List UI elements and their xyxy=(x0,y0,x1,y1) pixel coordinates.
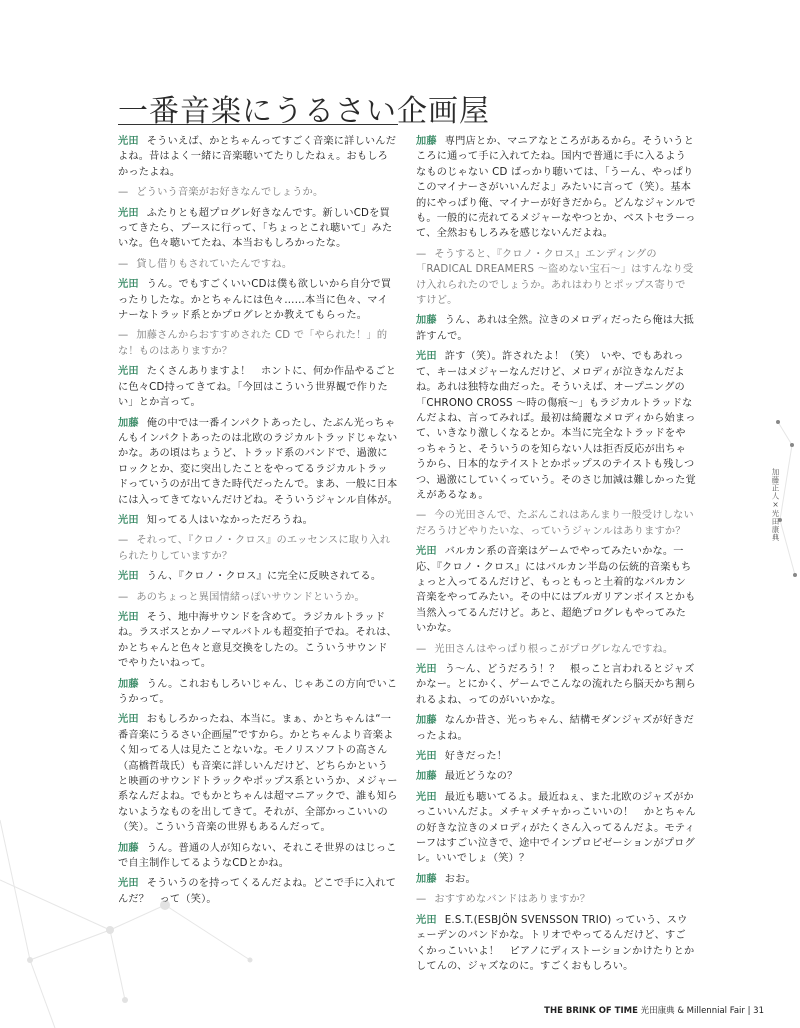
interviewer-question xyxy=(416,642,696,657)
dialogue-line xyxy=(118,134,398,180)
page-number: 31 xyxy=(753,1006,764,1016)
speaker-name: 加藤 xyxy=(416,873,437,885)
question-dash: — xyxy=(118,591,129,603)
dialogue-text: うん。でもすごくいいCDは僕も欲しいから自分で買ったりしたな。かとちゃんには色々……本当に色々、マイナーなトラッド系とかプログレとか教えてもらった。 xyxy=(118,279,392,322)
interviewer-question xyxy=(416,892,696,907)
dialogue-text: 許す（笑）。許されたよ！（笑） いや、でもあれって、キーはメジャーなんだけど、メロディが泣きなんだよね。あれは独特な曲だった。そういえば、オープニングの「CHRONO CROSS ～時の傷痕～」もラジカルトラッドなんだよね、言ってみれば。最初は綺麗なメロディから始まって、いきなり激しくなるとか。本当に完全なトラッドをやっちゃうと、そういうのを知らない人は拒否反応が出ちゃうから、日本的なテイストとかポップスのテイストも残しつつ、過激にしていくっていう。そのさじ加減は難しかった覚えがあるなぁ。 xyxy=(416,351,696,501)
speaker-name: 光田 xyxy=(118,207,139,219)
interviewer-question xyxy=(118,533,398,564)
dialogue-line xyxy=(416,713,696,744)
dialogue-line xyxy=(416,769,696,784)
dialogue-line xyxy=(416,349,696,503)
dialogue-line xyxy=(118,364,398,410)
dialogue-text: あのちょっと異国情緒っぽいサウンドというか。 xyxy=(136,591,365,603)
dialogue-line xyxy=(416,872,696,887)
question-dash: — xyxy=(118,535,129,547)
speaker-name: 光田 xyxy=(416,546,437,558)
dialogue-text: 最近どうなの？ xyxy=(444,771,518,783)
speaker-name: 光田 xyxy=(118,571,139,583)
dialogue-line xyxy=(118,277,398,323)
page-title: 一番音楽にうるさい企画屋 xyxy=(118,94,490,129)
dialogue-text: それって、『クロノ・クロス』のエッセンスに取り入れられたりしていますか？ xyxy=(118,535,391,562)
speaker-name: 光田 xyxy=(416,914,437,926)
footer-series: THE BRINK OF TIME xyxy=(544,1006,638,1016)
dialogue-text: 貸し借りもされていたんですね。 xyxy=(136,258,293,270)
question-dash: — xyxy=(416,248,427,260)
dialogue-text: バルカン系の音楽はゲームでやってみたいかな。一応、『クロノ・クロス』にはバルカン半島の伝統的音楽もちょっと入ってるんだけど、もっともっと土着的なバルカン音楽をやってみたい。その中にはブルガリアンボイスとかも当然入ってるんだけど。あと、超絶プログレもやってみたいかな。 xyxy=(416,546,696,635)
right-column xyxy=(416,134,696,979)
dialogue-text: うん。普通の人が知らない、それこそ世界のはじっこで自主制作してるようなCDとかね。 xyxy=(118,842,397,870)
dialogue-text: おもしろかったね、本当に。まぁ、かとちゃんは“一番音楽にうるさい企画屋”ですから。かとちゃんより音楽よく知ってる人は見たことないな。モノリスソフトの高さん（高橋哲哉氏）も音楽に詳しいんだけど、どちらかというと映画のサウンドトラックやポップス系というか、メジャー系なんだよね。でもかとちゃんは超マニアックで、誰も知らないようなものを出してきて。それが、全部かっこいいの（笑）。こういう音楽の世界もあるんだって。 xyxy=(118,714,398,834)
speaker-name: 光田 xyxy=(118,366,139,378)
speaker-name: 光田 xyxy=(416,351,437,363)
dialogue-text: E.S.T.(ESBJÖN SVENSSON TRIO) っていう、スウェーデンのバンドかな。トリオでやってるんだけど、すごくかっこいいよ！ ピアノにディストーションかけたりとかしてんの、ジャズなのに。すごくおもしろい。 xyxy=(416,914,695,972)
dialogue-text: うん。これおもしろいじゃん、じゃあこの方向でいこうかって。 xyxy=(118,678,398,705)
dialogue-line xyxy=(118,610,398,672)
dialogue-text: 今の光田さんで、たぶんこれはあんまり一般受けしないだろうけどやりたいな、っていうジャンルはありますか？ xyxy=(416,510,694,537)
dialogue-line xyxy=(118,712,398,835)
dialogue-line xyxy=(118,677,398,708)
speaker-name: 加藤 xyxy=(118,842,139,854)
question-dash: — xyxy=(118,330,129,342)
dialogue-text: 加藤さんからおすすめされた CD で「やられた！」的な！ものはありますか？ xyxy=(118,330,388,357)
dialogue-line xyxy=(416,544,696,636)
dialogue-text: 知ってる人はいなかっただろうね。 xyxy=(146,514,313,526)
dialogue-text: うん、あれは全然。泣きのメロディだったら俺は大抵許すんで。 xyxy=(416,315,694,342)
speaker-name: 加藤 xyxy=(118,417,139,429)
dialogue-text: 俺の中では一番インパクトあったし、たぶん光っちゃんもインパクトあったのは北欧のラジカルトラッドじゃないかな。あの頃はちょうど、トラッド系のバンドで、過激にロックとか、変に突出したことをやってるラジカルトラッドっていうのが出てきた時代だったんで。まあ、一般に日本には入ってきてないんだけどね。そういうジャンル自体が。 xyxy=(118,417,399,506)
dialogue-text: なんか昔さ、光っちゃん、結構モダンジャズが好きだったよね。 xyxy=(416,715,694,742)
dialogue-text: そう、地中海サウンドを含めて。ラジカルトラッドね。ラスボスとかノーマルバトルも超変拍子でね。それは、かとちゃんと色々と意見交換をしたの。こういうサウンドでやりたいねって。 xyxy=(118,611,397,670)
dialogue-line xyxy=(118,513,398,528)
dialogue-text: そうすると、『クロノ・クロス』エンディングの「RADICAL DREAMERS ～盗めない宝石～」はすんなり受け入れられたのでしょうか。あれはわりとポップス寄りですけど。 xyxy=(416,248,694,307)
speaker-name: 加藤 xyxy=(416,715,437,727)
dialogue-text: うん、『クロノ・クロス』に完全に反映されてる。 xyxy=(146,571,382,583)
dialogue-text: おお。 xyxy=(444,873,476,885)
question-dash: — xyxy=(416,894,427,906)
interviewer-question xyxy=(416,508,696,539)
dialogue-text: おすすめなバンドはありますか？ xyxy=(434,894,591,906)
footer-subtitle: 光田康典 & Millennial Fair xyxy=(640,1006,745,1016)
dialogue-text: そういうのを持ってくるんだよね。どこで手に入れてんだ？ って（笑）。 xyxy=(118,878,397,905)
speaker-name: 加藤 xyxy=(416,771,437,783)
dialogue-line xyxy=(416,749,696,764)
speaker-name: 光田 xyxy=(118,878,139,890)
interviewer-question xyxy=(118,257,398,272)
side-credit: 加藤正人×光田康典 xyxy=(771,468,780,542)
dialogue-line xyxy=(118,876,398,907)
interviewer-question xyxy=(118,185,398,200)
dialogue-text: そういえば、かとちゃんってすごく音楽に詳しいんだよね。昔はよく一緒に音楽聴いてたりしたねぇ。おもしろかったよね。 xyxy=(118,136,397,178)
speaker-name: 光田 xyxy=(118,611,139,623)
dialogue-text: 光田さんはやっぱり根っこがプログレなんですね。 xyxy=(434,643,674,655)
speaker-name: 光田 xyxy=(416,751,437,763)
dialogue-text: どういう音楽がお好きなんでしょうか。 xyxy=(136,187,324,199)
dialogue-line xyxy=(416,313,696,344)
speaker-name: 加藤 xyxy=(118,678,139,690)
page-footer xyxy=(544,1004,764,1016)
dialogue-line xyxy=(416,913,696,975)
left-column xyxy=(118,134,398,912)
speaker-name: 加藤 xyxy=(416,315,437,327)
question-dash: — xyxy=(118,258,129,270)
interviewer-question xyxy=(118,328,398,359)
dialogue-line xyxy=(118,206,398,252)
question-dash: — xyxy=(416,510,427,522)
speaker-name: 光田 xyxy=(118,279,139,291)
dialogue-text: たくさんありますよ！ ホントに、何か作品やるごとに色々CD持ってきてね。「今回はこういう世界観で作りたい」とか言って。 xyxy=(118,366,397,409)
question-dash: — xyxy=(416,643,427,655)
dialogue-line xyxy=(118,416,398,508)
dialogue-text: 専門店とか、マニアなところがあるから。そういうところに通って手に入れてたね。国内で普通に手に入るようなものじゃない CD ばっかり聴いては、「うーん、やっぱりこのマイナーさがいいんだよ」みたいに言って（笑）。基本的にやっぱり俺、マイナーが好きだから。どんなジャンルでも。一般的に売れてるメジャーなやつとか、ベストセラーって、全然おもしろみを感じないんだよね。 xyxy=(416,136,696,240)
interviewer-question xyxy=(118,590,398,605)
dialogue-line xyxy=(416,134,696,242)
dialogue-line xyxy=(118,569,398,584)
dialogue-text: う〜ん、どうだろう！？ 根っこと言われるとジャズかなー。とにかく、ゲームでこんなの流れたら脳天かち割られるよね、ってのがいいかな。 xyxy=(416,664,696,706)
speaker-name: 光田 xyxy=(118,136,139,147)
speaker-name: 光田 xyxy=(118,714,139,726)
interviewer-question xyxy=(416,247,696,309)
dialogue-line xyxy=(416,790,696,867)
speaker-name: 光田 xyxy=(416,791,437,803)
speaker-name: 光田 xyxy=(118,514,139,526)
speaker-name: 光田 xyxy=(416,664,437,675)
dialogue-text: ふたりとも超プログレ好きなんです。新しいCDを買ってきたら、ブースに行って、「ちょっとこれ聴いて」みたいな。色々聴いてたね、本当おもしろかったな。 xyxy=(118,207,393,250)
title-divider xyxy=(118,124,398,125)
speaker-name: 加藤 xyxy=(416,136,437,147)
dialogue-text: 好きだった！ xyxy=(444,751,508,763)
dialogue-line xyxy=(118,841,398,872)
dialogue-line xyxy=(416,662,696,708)
question-dash: — xyxy=(118,187,129,199)
footer-separator: | xyxy=(747,1006,751,1016)
dialogue-text: 最近も聴いてるよ。最近ねぇ、また北欧のジャズがかっこいいんだよ。メチャメチャかっこいいの！ かとちゃんの好きな泣きのメロディがたくさん入ってるんだよ。モティーフはすごい泣きで、途中でインプロビゼーションがプログレ。いいでしょ（笑）？ xyxy=(416,791,696,865)
